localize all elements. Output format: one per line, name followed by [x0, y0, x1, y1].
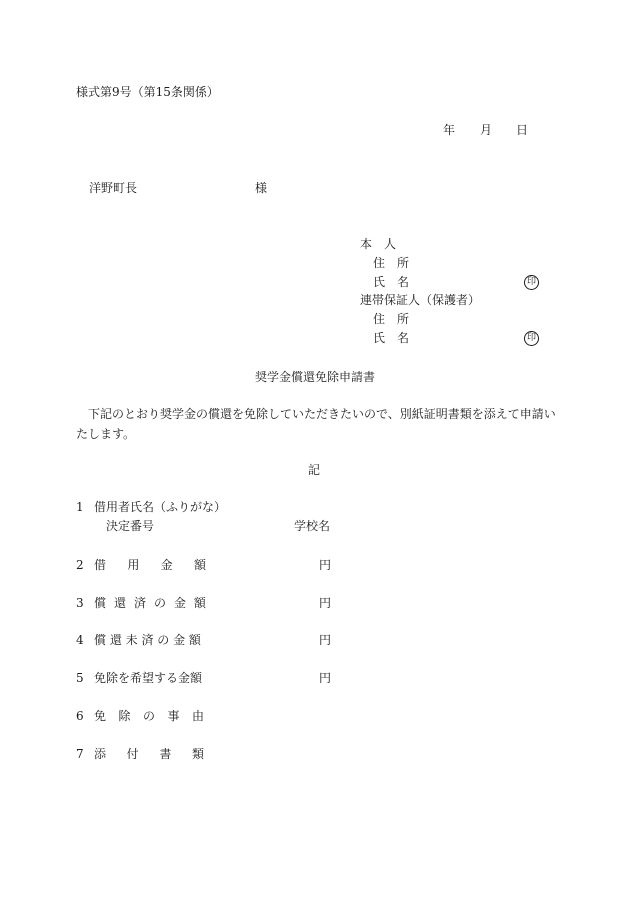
- item-number: 4: [76, 633, 84, 647]
- item-label: 借用者氏名（ふりがな）: [94, 500, 227, 514]
- item-label: 償 還 未 済 の 金 額: [94, 633, 201, 647]
- item-number: 3: [76, 596, 84, 610]
- yen-unit: 円: [319, 671, 332, 685]
- guarantor-seal: [524, 328, 539, 346]
- item-label: 償 還 済 の 金 額: [94, 596, 206, 610]
- addressee-title: 洋野町長: [89, 181, 138, 195]
- applicant-self-label: 本 人: [360, 237, 397, 251]
- yen-unit: 円: [319, 558, 332, 572]
- document-title: 奨学金償還免除申請書: [255, 370, 376, 384]
- guarantor-address-label: 住 所: [373, 312, 410, 326]
- seal-icon: 印: [524, 331, 539, 346]
- item-number: 6: [76, 709, 84, 723]
- form-number: 様式第9号（第15条関係）: [76, 85, 219, 99]
- ki-heading: 記: [308, 463, 321, 477]
- guarantor-name-label: 氏 名: [373, 331, 410, 345]
- item-number: 2: [76, 558, 84, 572]
- item-label: 借 用 金 額: [94, 558, 206, 572]
- item-label: 添 付 書 類: [94, 747, 204, 761]
- addressee-honorific: 様: [255, 181, 268, 195]
- applicant-name-label: 氏 名: [373, 275, 410, 289]
- decision-number-label: 決定番号: [106, 519, 155, 533]
- date-year-label: 年: [443, 123, 456, 137]
- date-month-label: 月: [480, 123, 493, 137]
- item-number: 7: [76, 747, 84, 761]
- school-name-label: 学校名: [294, 519, 331, 533]
- seal-icon: 印: [524, 275, 539, 290]
- item-label: 免 除 の 事 由: [94, 709, 204, 723]
- item-number: 1: [76, 500, 84, 514]
- applicant-address-label: 住 所: [373, 256, 410, 270]
- applicant-seal: [524, 272, 539, 290]
- yen-unit: 円: [319, 633, 332, 647]
- guarantor-label: 連帯保証人（保護者）: [360, 293, 481, 307]
- item-label: 免除を希望する金額: [94, 671, 203, 685]
- item-number: 5: [76, 671, 84, 685]
- yen-unit: 円: [319, 596, 332, 610]
- body-text: 下記のとおり奨学金の償還を免除していただきたいので、別紙証明書類を添えて申請いたします。: [76, 407, 556, 441]
- date-day-label: 日: [516, 123, 529, 137]
